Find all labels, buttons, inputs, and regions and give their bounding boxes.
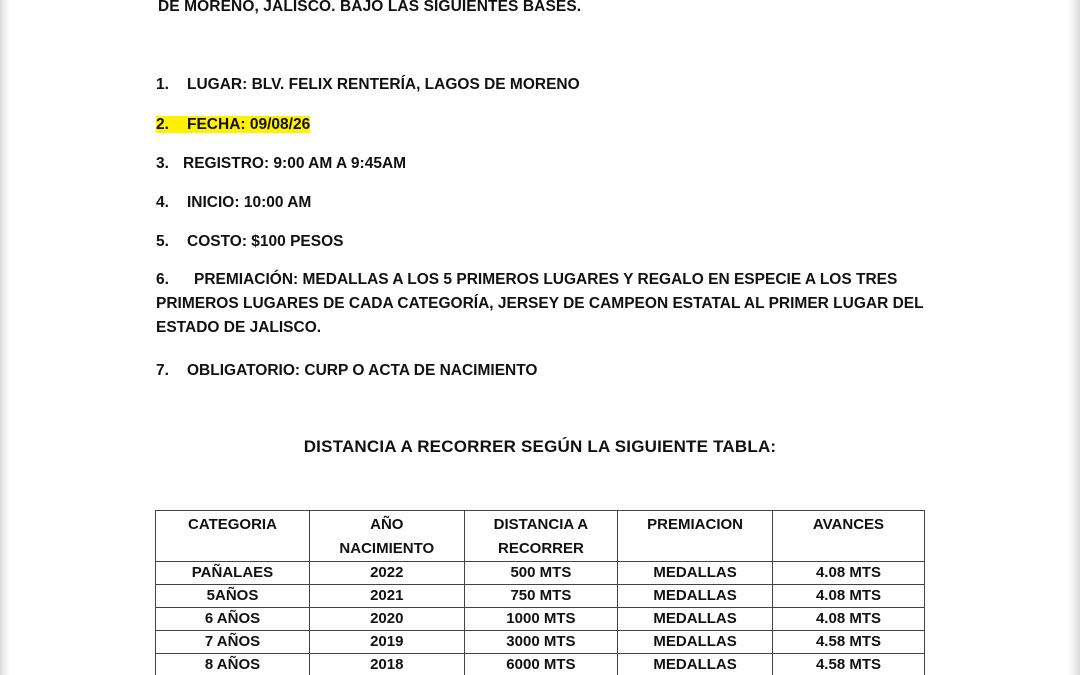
rule-item-registro xyxy=(156,155,406,173)
rule-item-premiacion xyxy=(156,268,936,340)
intro-line: DE MORENO, JALISCO. BAJO LAS SIGUIENTES BASES. xyxy=(158,0,582,15)
table-row xyxy=(156,654,925,675)
cell-distancia: 500 MTS xyxy=(464,562,618,585)
cell-ano: 2022 xyxy=(309,562,464,585)
header-premiacion: PREMIACION xyxy=(618,511,773,562)
cell-categoria: 7 AÑOS xyxy=(156,631,310,654)
rule-text: LUGAR: BLV. FELIX RENTERÍA, LAGOS DE MORENO xyxy=(187,76,580,93)
rule-number: 6. xyxy=(156,271,169,288)
header-distancia: DISTANCIA A RECORRER xyxy=(464,511,618,562)
rule-number: 7. xyxy=(156,362,169,379)
header-ano-nacimiento: AÑO NACIMIENTO xyxy=(309,511,464,562)
rule-number: 1. xyxy=(156,76,169,93)
cell-avances: 4.08 MTS xyxy=(772,585,924,608)
cell-categoria: 8 AÑOS xyxy=(156,654,310,675)
rule-number: 3. xyxy=(156,155,169,172)
cell-avances: 4.58 MTS xyxy=(772,654,924,675)
table-row xyxy=(156,585,925,608)
cell-premiacion: MEDALLAS xyxy=(618,562,773,585)
header-categoria: CATEGORIA xyxy=(156,511,310,562)
cell-categoria: 5AÑOS xyxy=(156,585,310,608)
rule-item-inicio xyxy=(156,194,311,212)
rule-text: FECHA: 09/08/26 xyxy=(187,116,311,133)
rule-number: 2. xyxy=(156,116,169,133)
cell-avances: 4.08 MTS xyxy=(772,608,924,631)
cell-ano: 2019 xyxy=(309,631,464,654)
cell-categoria: PAÑALAES xyxy=(156,562,310,585)
cell-premiacion: MEDALLAS xyxy=(618,654,773,675)
table-row xyxy=(156,608,925,631)
rule-number: 4. xyxy=(156,194,169,211)
table-row xyxy=(156,631,925,654)
cell-premiacion: MEDALLAS xyxy=(618,608,773,631)
cell-distancia: 1000 MTS xyxy=(464,608,618,631)
cell-premiacion: MEDALLAS xyxy=(618,631,773,654)
cell-avances: 4.08 MTS xyxy=(772,562,924,585)
rule-text: OBLIGATORIO: CURP O ACTA DE NACIMIENTO xyxy=(187,362,538,379)
cell-ano: 2021 xyxy=(309,585,464,608)
header-avances: AVANCES xyxy=(772,511,924,562)
cell-categoria: 6 AÑOS xyxy=(156,608,310,631)
rule-item-costo xyxy=(156,233,344,251)
table-title-text: DISTANCIA A RECORRER SEGÚN LA SIGUIENTE TABLA: xyxy=(303,437,777,456)
cell-avances: 4.58 MTS xyxy=(772,631,924,654)
cell-distancia: 6000 MTS xyxy=(464,654,618,675)
rule-text: PREMIACIÓN: MEDALLAS A LOS 5 PRIMEROS LUGARES Y REGALO EN ESPECIE A LOS TRES PRIMEROS LUGARES DE CADA CATEGORÍA, JERSEY DE CAMPEON ESTATAL AL PRIMER LUGAR DEL ESTADO DE JALISCO. xyxy=(156,271,924,336)
table-title xyxy=(0,437,1080,457)
cell-ano: 2018 xyxy=(309,654,464,675)
cell-distancia: 3000 MTS xyxy=(464,631,618,654)
distance-table xyxy=(155,510,925,675)
rule-number: 5. xyxy=(156,233,169,250)
table-row xyxy=(156,562,925,585)
rule-item-lugar xyxy=(156,76,580,94)
rule-text: REGISTRO: 9:00 AM A 9:45AM xyxy=(183,155,407,172)
highlighted-text xyxy=(156,116,310,133)
cell-premiacion: MEDALLAS xyxy=(618,585,773,608)
cell-distancia: 750 MTS xyxy=(464,585,618,608)
rule-text: COSTO: $100 PESOS xyxy=(187,233,344,250)
rule-item-obligatorio xyxy=(156,362,537,380)
cell-ano: 2020 xyxy=(309,608,464,631)
table-header-row xyxy=(156,511,925,562)
rule-text: INICIO: 10:00 AM xyxy=(187,194,312,211)
rule-item-fecha xyxy=(156,116,310,134)
